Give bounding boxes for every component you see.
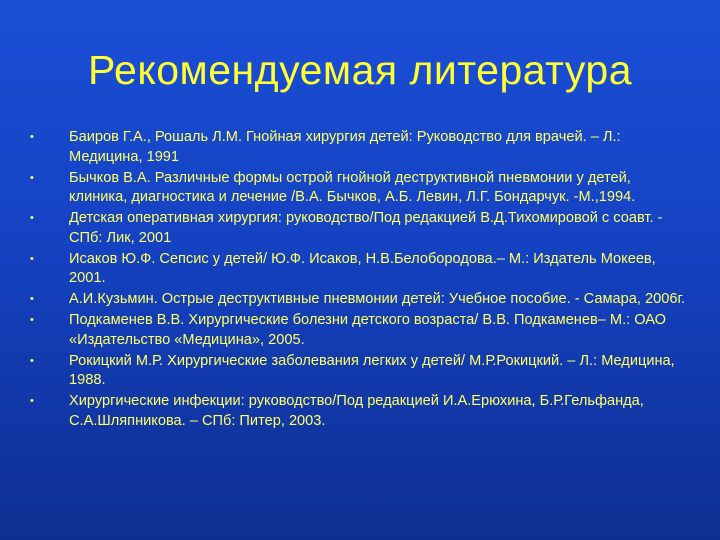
list-item [30,128,690,167]
reference-text: Рокицкий М.Р. Хирургические заболевания легких у детей/ М.Р.Рокицкий. – Л.: Медицина, 1988. [69,352,675,388]
reference-text: Подкаменев В.В. Хирургические болезни детского возраста/ В.В. Подкаменев– М.: ОАО «Издательство «Медицина», 2005. [69,312,667,348]
bullet-icon: • [30,293,34,305]
reference-text: Баиров Г.А., Рошаль Л.М. Гнойная хирургия детей: Руководство для врачей. – Л.: Медицина, 1991 [69,129,621,165]
bullet-icon: • [30,212,34,224]
reference-text: А.И.Кузьмин. Острые деструктивные пневмонии детей: Учебное пособие. - Самара, 2006г. [69,291,686,307]
list-item [30,392,690,431]
list-item [30,311,690,350]
bullet-icon: • [30,171,34,184]
list-item [30,169,690,208]
bullet-icon: • [30,314,34,326]
list-item [30,352,690,391]
reference-text: Исаков Ю.Ф. Сепсис у детей/ Ю.Ф. Исаков, Н.В.Белобородова.– М.: Издатель Мокеев, 2001. [69,250,656,286]
reference-text: Детская оперативная хирургия: руководство/Под редакцией В.Д.Тихомировой с соавт. - СПб: Лик, 2001 [69,210,663,246]
bullet-icon: • [30,395,34,407]
bullet-icon: • [30,354,34,367]
bullet-icon: • [30,252,34,265]
list-item [30,290,690,310]
list-item [30,209,690,248]
list-item [30,250,690,289]
reference-list [30,128,690,433]
reference-text: Бычков В.А. Различные формы острой гнойной деструктивной пневмонии у детей, клиника, диагностика и лечение /В.А. Бычков, А.Б. Левин, Л.Г. Бондарчук. -М.,1994. [69,169,636,205]
slide-title: Рекомендуемая литература [87,47,633,93]
bullet-icon: • [30,131,34,143]
reference-text: Хирургические инфекции: руководство/Под редакцией И.А.Ерюхина, Б.Р.Гельфанда, С.А.Шляпникова. – СПб: Питер, 2003. [69,393,644,429]
